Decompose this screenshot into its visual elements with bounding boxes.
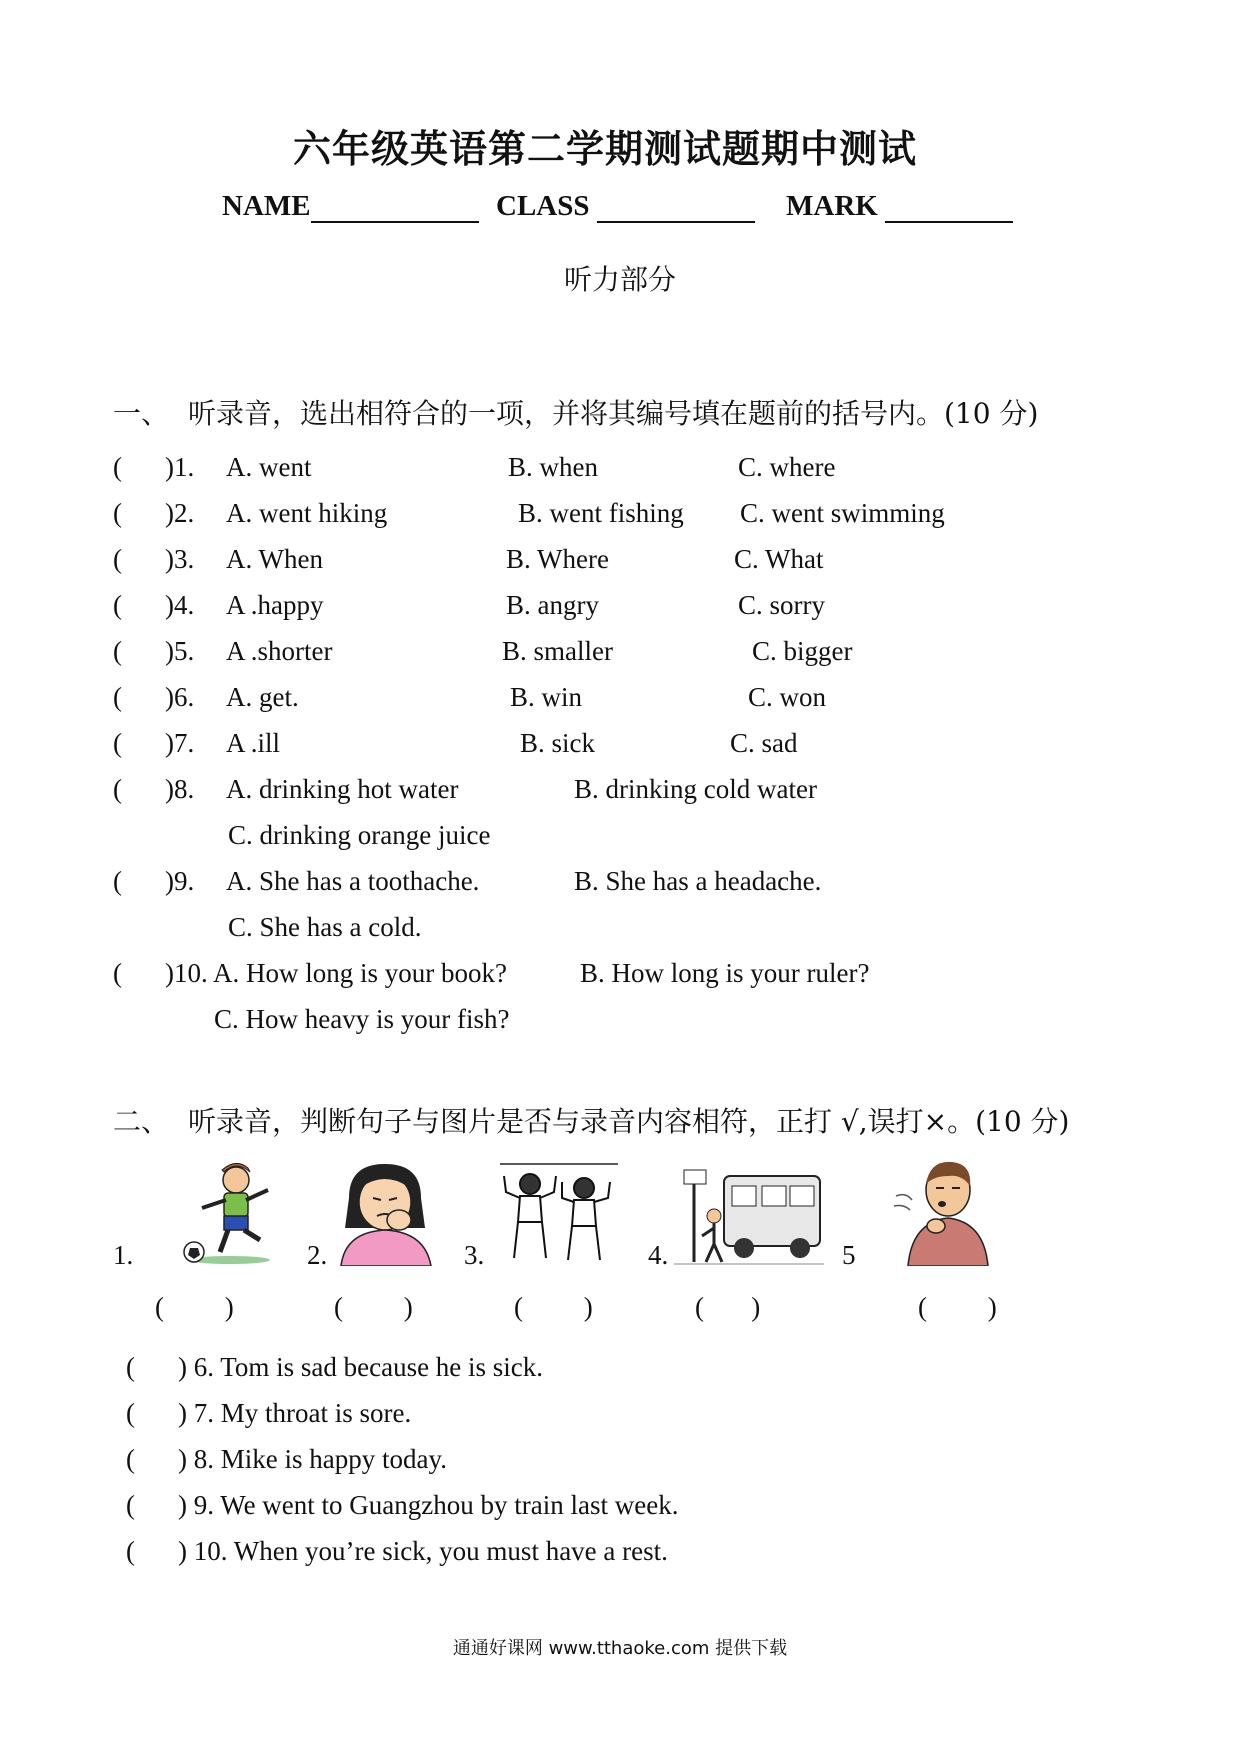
option-c: C. where xyxy=(738,452,836,482)
answer-bracket[interactable]: ( xyxy=(126,1490,135,1520)
option-c: C. bigger xyxy=(752,636,853,666)
picture-label-5: 5 xyxy=(842,1240,856,1270)
question-number: )10. A. How long is your book? xyxy=(165,958,507,988)
option-c: C. drinking orange juice xyxy=(228,820,491,850)
option-b: B. went fishing xyxy=(518,498,684,528)
option-c: C. sorry xyxy=(738,590,825,620)
option-a: A .shorter xyxy=(226,636,333,666)
option-b: B. She has a headache. xyxy=(574,866,822,896)
question-number: )4. xyxy=(165,590,195,620)
question-number: )9. xyxy=(165,866,195,896)
question-number: )6. xyxy=(165,682,195,712)
option-b: B. How long is your ruler? xyxy=(580,958,870,988)
answer-bracket[interactable]: ( xyxy=(113,958,122,988)
class-field xyxy=(496,190,755,223)
man-coughing-icon xyxy=(890,1156,992,1266)
name-blank xyxy=(311,195,479,223)
judgement-sentence: ) 8. Mike is happy today. xyxy=(178,1444,447,1474)
option-c: C. What xyxy=(734,544,824,574)
option-a: A. drinking hot water xyxy=(226,774,459,804)
name-label: NAME xyxy=(222,190,311,222)
mark-field xyxy=(786,190,1013,223)
answer-bracket[interactable]: ( xyxy=(113,498,122,528)
option-b: B. angry xyxy=(506,590,599,620)
bus-stop-icon xyxy=(674,1166,824,1266)
answer-bracket[interactable]: ( xyxy=(113,774,122,804)
section1-number: 一、 xyxy=(113,397,170,430)
strong-men-icon xyxy=(500,1162,618,1266)
mark-blank xyxy=(885,195,1013,223)
judgement-sentence: ) 7. My throat is sore. xyxy=(178,1398,412,1428)
picture-answer-2[interactable]: ( ) xyxy=(334,1292,413,1322)
option-b: B. Where xyxy=(506,544,609,574)
answer-bracket[interactable]: ( xyxy=(126,1444,135,1474)
question-number: )7. xyxy=(165,728,195,758)
option-a: A. went hiking xyxy=(226,498,388,528)
question-number: )3. xyxy=(165,544,195,574)
answer-bracket[interactable]: ( xyxy=(126,1398,135,1428)
class-label: CLASS xyxy=(496,190,590,222)
footer: 通通好课网 www.tthaoke.com 提供下载 xyxy=(452,1638,788,1659)
option-c: C. She has a cold. xyxy=(228,912,422,942)
answer-bracket[interactable]: ( xyxy=(126,1352,135,1382)
judgement-sentence: ) 10. When you’re sick, you must have a rest. xyxy=(178,1536,668,1566)
answer-bracket[interactable]: ( xyxy=(113,866,122,896)
question-number: )2. xyxy=(165,498,195,528)
question-number: )1. xyxy=(165,452,195,482)
option-a: A .ill xyxy=(226,728,281,758)
class-blank xyxy=(597,195,755,223)
picture-label-4: 4. xyxy=(648,1240,669,1270)
mark-label: MARK xyxy=(786,190,878,222)
picture-answer-5[interactable]: ( ) xyxy=(918,1292,997,1322)
option-c: C. How heavy is your fish? xyxy=(214,1004,510,1034)
picture-label-3: 3. xyxy=(464,1240,485,1270)
section1-instruction: 听录音，选出相符合的一项，并将其编号填在题前的括号内。(10 分) xyxy=(188,397,1039,430)
answer-bracket[interactable]: ( xyxy=(126,1536,135,1566)
option-b: B. drinking cold water xyxy=(574,774,817,804)
option-a: A .happy xyxy=(226,590,324,620)
option-c: C. won xyxy=(748,682,827,712)
picture-answer-3[interactable]: ( ) xyxy=(514,1292,593,1322)
option-b: B. when xyxy=(508,452,598,482)
answer-bracket[interactable]: ( xyxy=(113,636,122,666)
option-b: B. smaller xyxy=(502,636,613,666)
option-b: B. sick xyxy=(520,728,596,758)
option-a: A. went xyxy=(226,452,312,482)
question-number: )5. xyxy=(165,636,195,666)
judgement-sentence: ) 6. Tom is sad because he is sick. xyxy=(178,1352,544,1382)
picture-label-2: 2. xyxy=(307,1240,328,1270)
section2-number: 二、 xyxy=(113,1105,170,1138)
option-a: A. She has a toothache. xyxy=(226,866,480,896)
option-c: C. sad xyxy=(730,728,798,758)
boy-kicking-ball-icon xyxy=(172,1160,284,1265)
page-title: 六年级英语第二学期测试题期中测试 xyxy=(292,126,917,171)
answer-bracket[interactable]: ( xyxy=(113,728,122,758)
option-c: C. went swimming xyxy=(740,498,945,528)
option-a: A. get. xyxy=(226,682,299,712)
answer-bracket[interactable]: ( xyxy=(113,590,122,620)
picture-answer-1[interactable]: ( ) xyxy=(155,1292,234,1322)
question-number: )8. xyxy=(165,774,195,804)
answer-bracket[interactable]: ( xyxy=(113,452,122,482)
option-b: B. win xyxy=(510,682,583,712)
girl-with-toothache-icon xyxy=(335,1158,435,1266)
section-subtitle: 听力部分 xyxy=(563,263,676,296)
picture-answer-4[interactable]: ( ) xyxy=(695,1292,761,1322)
answer-bracket[interactable]: ( xyxy=(113,682,122,712)
picture-label-1: 1. xyxy=(113,1240,134,1270)
judgement-sentence: ) 9. We went to Guangzhou by train last week. xyxy=(178,1490,679,1520)
answer-bracket[interactable]: ( xyxy=(113,544,122,574)
name-field xyxy=(222,190,479,223)
section2-instruction: 听录音，判断句子与图片是否与录音内容相符，正打 √,误打×。(10 分) xyxy=(188,1105,1070,1138)
option-a: A. When xyxy=(226,544,323,574)
